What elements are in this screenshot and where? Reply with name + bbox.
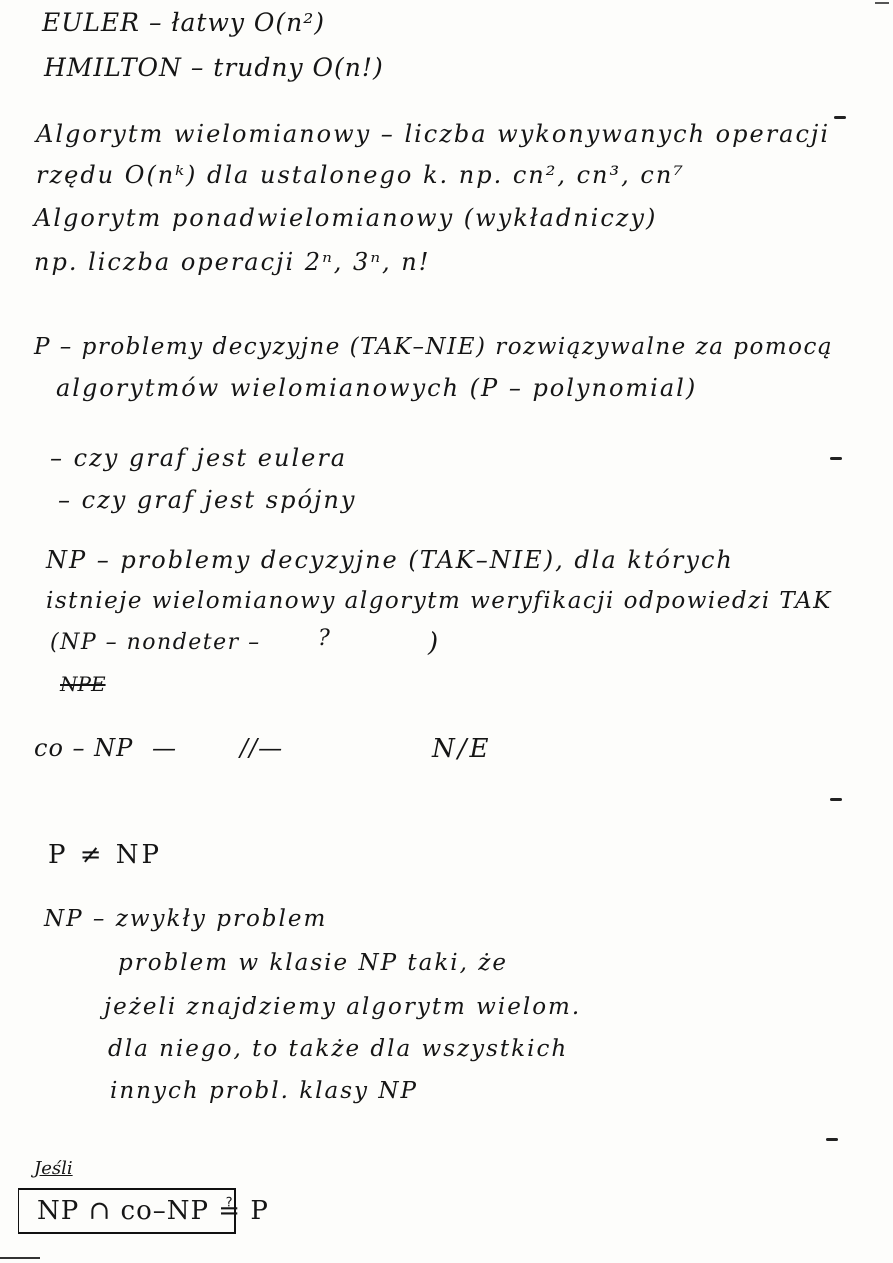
hamilton-line: HMILTON – trudny O(n!) <box>44 53 384 82</box>
margin-mark-1 <box>834 116 846 119</box>
np-complete-line-3: dla niego, to także dla wszystkich <box>108 1036 569 1062</box>
co-np-label: co – NP <box>34 734 134 762</box>
euler-line: EULER – łatwy O(n²) <box>42 8 326 37</box>
margin-mark-2 <box>830 457 842 460</box>
crossed-out-word: NPE <box>60 672 106 696</box>
p-class-definition: P – problemy decyzyjne (TAK–NIE) rozwiązywalne za pomocą <box>34 334 834 360</box>
np-complete-line-2: jeżeli znajdziemy algorytm wielom. <box>104 994 582 1020</box>
bottom-rule <box>0 1257 40 1259</box>
np-class-definition: NP – problemy decyzyjne (TAK–NIE), dla których <box>46 546 734 574</box>
co-np-no: N/E <box>432 734 492 764</box>
superpolynomial-algorithm-line: Algorytm ponadwielomianowy (wykładniczy) <box>34 204 658 232</box>
if-label: Jeśli <box>34 1158 73 1179</box>
polynomial-order-line: rzędu O(nᵏ) dla ustalonego k. np. cn², cn³, cn⁷ <box>36 161 685 189</box>
margin-mark-4 <box>826 1138 838 1141</box>
np-class-continuation: istnieje wielomianowy algorytm weryfikacji odpowiedzi TAK <box>46 588 832 614</box>
co-np-ditto: //— <box>240 734 284 762</box>
margin-mark-3 <box>830 798 842 801</box>
corner-mark <box>875 2 889 4</box>
example-connected-graph: – czy graf jest spójny <box>58 486 357 514</box>
np-note-question: ? <box>318 626 331 651</box>
operations-example-line: np. liczba operacji 2ⁿ, 3ⁿ, n! <box>34 248 431 276</box>
np-complete-line-4: innych probl. klasy NP <box>110 1078 418 1104</box>
p-class-continuation: algorytmów wielomianowych (P – polynomial) <box>56 374 698 402</box>
polynomial-algorithm-definition: Algorytm wielomianowy – liczba wykonywanych operacji <box>36 120 831 148</box>
np-complete-line-1: problem w klasie NP taki, że <box>118 950 508 976</box>
co-np-dash: — <box>152 734 177 762</box>
np-note-close-paren: ) <box>428 628 440 658</box>
np-nondeterministic-note: (NP – nondeter – <box>50 630 261 655</box>
p-not-equal-np: P ≠ NP <box>48 840 163 870</box>
example-euler-graph: – czy graf jest eulera <box>50 444 348 472</box>
np-complete-heading: NP – zwykły problem <box>44 906 328 932</box>
boxed-question-text: NP ∩ co–NP ≟ P <box>37 1196 269 1226</box>
boxed-question <box>18 1188 269 1234</box>
